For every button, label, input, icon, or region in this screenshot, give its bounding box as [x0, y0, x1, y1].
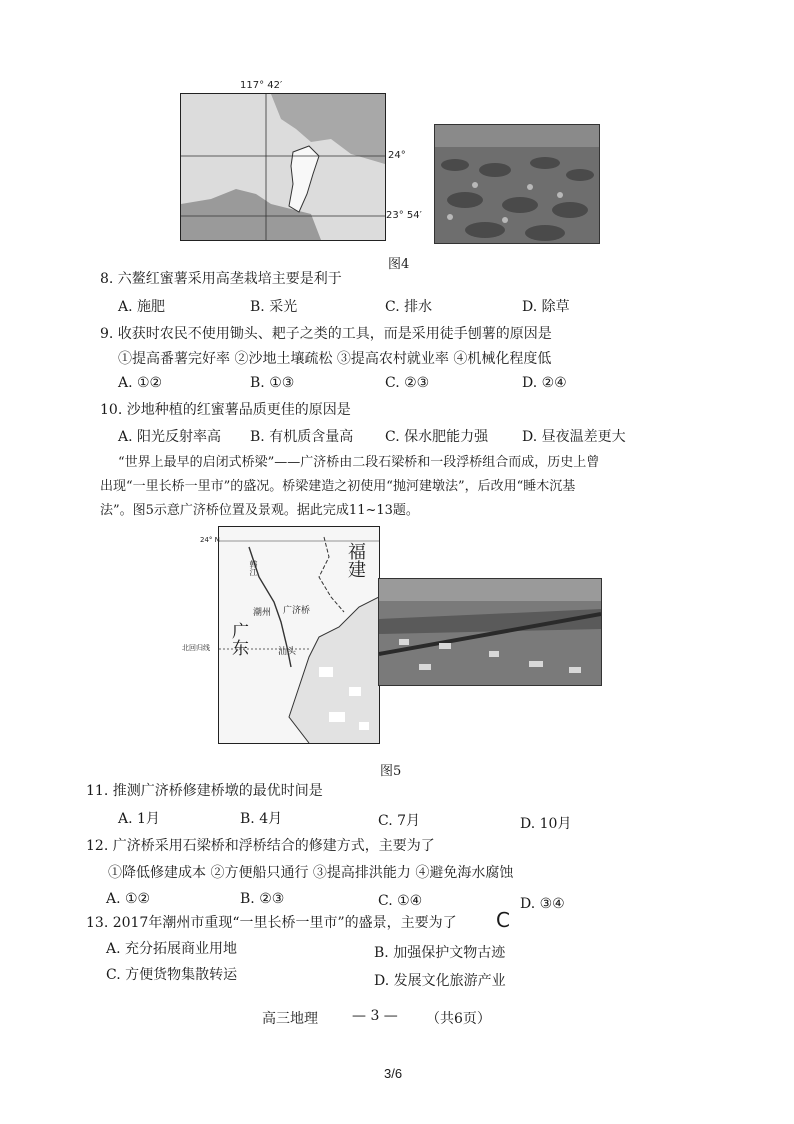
- fig5-photo: [378, 578, 602, 686]
- q9-choices: ①提高番薯完好率 ②沙地土壤疏松 ③提高农村就业率 ④机械化程度低: [118, 351, 552, 367]
- q12-choices: ①降低修建成本 ②方便船只通行 ③提高排洪能力 ④避免海水腐蚀: [108, 865, 514, 881]
- q13-option-b[interactable]: B. 加强保护文物古迹: [374, 945, 506, 961]
- fig4-photo: [434, 124, 600, 244]
- q8-option-b[interactable]: B. 采光: [250, 299, 298, 315]
- fig4-caption: 图4: [388, 257, 410, 272]
- fig5-guangdong-label: 广东: [228, 622, 248, 656]
- fig5-caption: 图5: [380, 764, 402, 779]
- fig4-lat-bottom-label: 23° 54′: [386, 210, 422, 221]
- q12-stem: 12. 广济桥采用石梁桥和浮桥结合的修建方式，主要为了: [86, 838, 435, 854]
- q9-option-b[interactable]: B. ①③: [250, 375, 295, 391]
- fig4-lat-top-label: 24°: [388, 150, 406, 161]
- q11-option-c[interactable]: C. 7月: [378, 813, 421, 829]
- q8-option-d[interactable]: D. 除草: [522, 299, 570, 315]
- q12-option-a[interactable]: A. ①②: [106, 891, 151, 907]
- q11-option-b[interactable]: B. 4月: [240, 811, 283, 827]
- q9-stem: 9. 收获时农民不使用锄头、耙子之类的工具，而是采用徒手刨薯的原因是: [100, 326, 552, 342]
- q9-option-c[interactable]: C. ②③: [385, 375, 430, 391]
- q11-option-d[interactable]: D. 10月: [520, 816, 572, 832]
- fig5-lat-label: 24° N: [200, 536, 220, 544]
- q10-stem: 10. 沙地种植的红蜜薯品质更佳的原因是: [100, 402, 351, 418]
- q9-option-a[interactable]: A. ①②: [118, 375, 163, 391]
- pdf-page-indicator: 3/6: [384, 1066, 403, 1081]
- q9-option-d[interactable]: D. ②④: [522, 375, 567, 391]
- q8-option-c[interactable]: C. 排水: [385, 299, 433, 315]
- fig4-photo-svg: [435, 125, 599, 243]
- q10-option-c[interactable]: C. 保水肥能力强: [385, 429, 489, 445]
- fig5-fujian-label: 福建: [345, 542, 366, 578]
- fig5-tropic-label: 北回归线: [182, 644, 210, 652]
- fig5-shantou-label: 汕头: [278, 647, 297, 657]
- q12-option-c[interactable]: C. ①④: [378, 893, 423, 909]
- q13-option-a[interactable]: A. 充分拓展商业用地: [106, 941, 238, 957]
- q13-option-d[interactable]: D. 发展文化旅游产业: [374, 973, 506, 989]
- q11-stem: 11. 推测广济桥修建桥墩的最优时间是: [86, 783, 323, 799]
- q10-option-d[interactable]: D. 昼夜温差更大: [522, 429, 626, 445]
- passage-line-3: 法”。图5示意广济桥位置及景观。据此完成11~13题。: [100, 503, 419, 518]
- q12-option-d[interactable]: D. ③④: [520, 896, 565, 912]
- fig5-photo-svg: [379, 579, 601, 685]
- fig4-map: [180, 93, 386, 241]
- fig4-map-svg: [181, 94, 385, 240]
- passage-line-2: 出现“一里长桥一里市”的盛况。桥梁建造之初使用“抛河建墩法”，后改用“睡木沉基: [100, 479, 576, 494]
- passage-line-1: “世界上最早的启闭式桥梁”——广济桥由二段石梁桥和一段浮桥组合而成，历史上曾: [118, 455, 600, 470]
- fig4-longitude-label: 117° 42′: [240, 80, 283, 91]
- q10-option-a[interactable]: A. 阳光反射率高: [118, 429, 222, 445]
- fig5-chaozhou-label: 潮州: [253, 608, 272, 618]
- q12-option-b[interactable]: B. ②③: [240, 891, 285, 907]
- footer-page-mark: — 3 —: [352, 1008, 398, 1024]
- footer-subject: 高三地理: [262, 1011, 318, 1027]
- fig5-bridge-label: 广济桥: [283, 606, 311, 616]
- fig5-river-label: 韩江: [249, 560, 258, 576]
- q8-option-a[interactable]: A. 施肥: [118, 299, 166, 315]
- q10-option-b[interactable]: B. 有机质含量高: [250, 429, 354, 445]
- q13-option-c[interactable]: C. 方便货物集散转运: [106, 967, 238, 983]
- q11-option-a[interactable]: A. 1月: [118, 811, 160, 827]
- footer-total-pages: （共6页）: [426, 1011, 491, 1027]
- q8-stem: 8. 六鳌红蜜薯采用高垄栽培主要是利于: [100, 271, 342, 287]
- q13-handwritten-answer: C: [496, 908, 510, 932]
- q13-stem: 13. 2017年潮州市重现“一里长桥一里市”的盛景，主要为了: [86, 915, 457, 931]
